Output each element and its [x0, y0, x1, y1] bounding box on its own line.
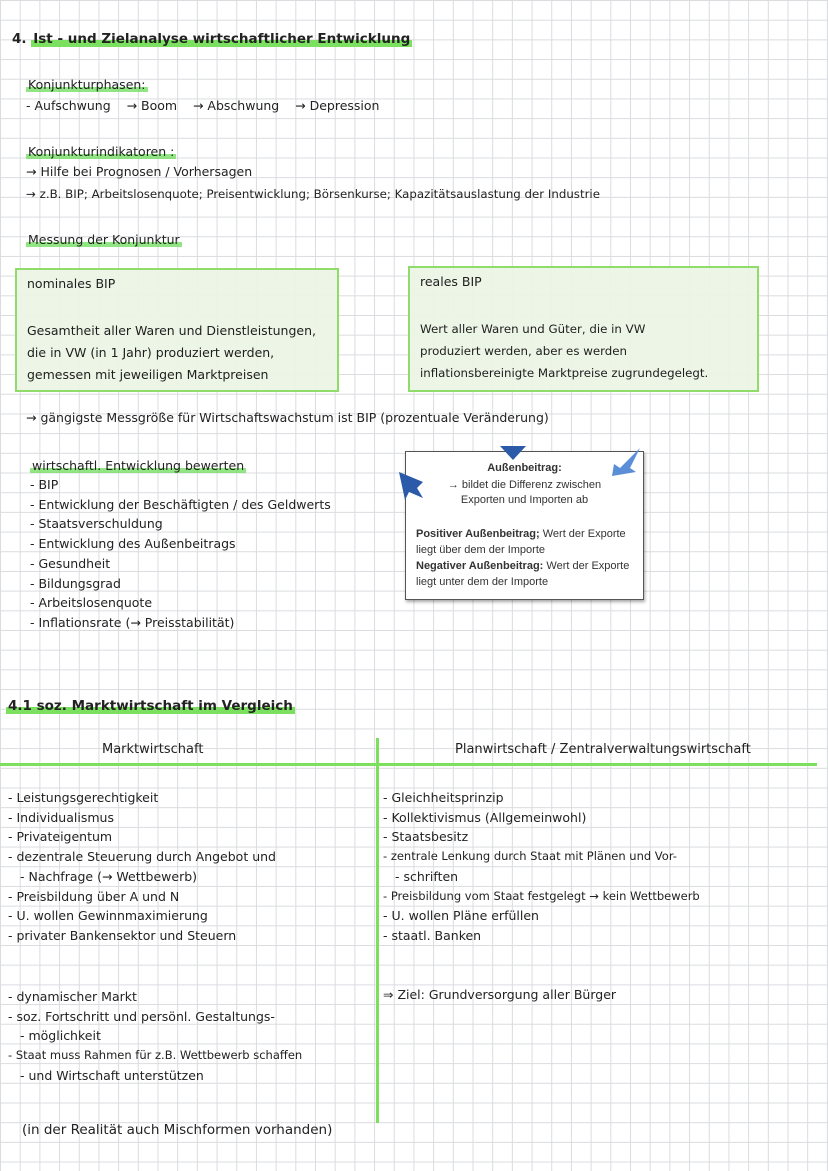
- list-item: - soz. Fortschritt und persönl. Gestaltungs-: [8, 1007, 302, 1027]
- page-heading: [12, 30, 412, 48]
- list-item: - schriften: [383, 867, 700, 887]
- trade-balance-explanation: Positiver Außenbeitrag; Wert der Exporte liegt über dem der Importe Negativer Außenbeitrag: Wert der Exporte liegt unter dem der Importe: [416, 528, 630, 588]
- arrow-top-icon: [498, 444, 528, 462]
- nominal-gdp-definition: Gesamtheit aller Waren und Dienstleistungen, die in VW (in 1 Jahr) produziert werden, gemessen mit jeweiligen Marktpreisen: [27, 323, 316, 382]
- list-item: - Nachfrage (→ Wettbewerb): [8, 867, 276, 887]
- header-divider: [0, 763, 817, 766]
- list-item: - möglichkeit: [8, 1026, 302, 1046]
- list-item: - Staatsverschuldung: [30, 514, 331, 534]
- list-item: - Preisbildung vom Staat festgelegt → kein Wettbewerb: [383, 887, 700, 907]
- list-item: - dynamischer Markt: [8, 987, 302, 1007]
- list-item: - zentrale Lenkung durch Staat mit Plänen und Vor-: [383, 847, 700, 867]
- heading-number: 4.: [12, 31, 27, 47]
- development-list: [30, 475, 331, 633]
- measurement-title: Messung der Konjunktur: [28, 232, 180, 247]
- reality-note: (in der Realität auch Mischformen vorhanden): [22, 1122, 333, 1138]
- list-item: - privater Bankensektor und Steuern: [8, 926, 276, 946]
- development-title: wirtschaftl. Entwicklung bewerten: [32, 458, 245, 473]
- indicators-line-2: → z.B. BIP; Arbeitslosenquote; Preisentwicklung; Börsenkurse; Kapazitätsauslastung der Industrie: [26, 187, 600, 201]
- trade-balance-title: Außenbeitrag:: [487, 462, 562, 474]
- column-divider: [376, 738, 379, 1123]
- planned-economy-list: [383, 788, 700, 946]
- list-item: - Bildungsgrad: [30, 574, 331, 594]
- planned-economy-header: Planwirtschaft / Zentralverwaltungswirtschaft: [455, 742, 751, 757]
- trade-balance-definition: → bildet die Differenz zwischen Exporten und Importen ab: [447, 479, 602, 506]
- real-gdp-box: [408, 266, 759, 392]
- list-item: - Privateigentum: [8, 827, 276, 847]
- arrow-right-icon: [606, 446, 642, 478]
- list-item: - staatl. Banken: [383, 926, 700, 946]
- phases-title: Konjunkturphasen:: [28, 77, 146, 92]
- list-item: - U. wollen Pläne erfüllen: [383, 906, 700, 926]
- common-measure-note: → gängigste Messgröße für Wirtschaftswachstum ist BIP (prozentuale Veränderung): [26, 410, 549, 425]
- list-item: - Staatsbesitz: [383, 827, 700, 847]
- list-item: - Entwicklung der Beschäftigten / des Geldwerts: [30, 495, 331, 515]
- list-item: - Inflationsrate (→ Preisstabilität): [30, 613, 331, 633]
- nominal-gdp-title: nominales BIP: [27, 276, 116, 291]
- list-item: - U. wollen Gewinnmaximierung: [8, 906, 276, 926]
- list-item: - Preisbildung über A und N: [8, 887, 276, 907]
- list-item: - dezentrale Steuerung durch Angebot und: [8, 847, 276, 867]
- arrow-left-icon: [397, 470, 427, 500]
- list-item: - Gleichheitsprinzip: [383, 788, 700, 808]
- list-item: - Arbeitslosenquote: [30, 593, 331, 613]
- indicators-title: Konjunkturindikatoren :: [28, 144, 175, 159]
- market-economy-header: Marktwirtschaft: [102, 742, 204, 757]
- market-economy-list-2: [8, 987, 302, 1086]
- nominal-gdp-box: [15, 268, 339, 392]
- list-item: - Entwicklung des Außenbeitrags: [30, 534, 331, 554]
- real-gdp-title: reales BIP: [420, 274, 482, 289]
- market-economy-list: [8, 788, 276, 946]
- heading-title: Ist - und Zielanalyse wirtschaftlicher Entwicklung: [33, 31, 411, 47]
- list-item: - Kollektivismus (Allgemeinwohl): [383, 808, 700, 828]
- phases-sequence: - Aufschwung → Boom → Abschwung → Depression: [26, 98, 380, 113]
- list-item: - Leistungsgerechtigkeit: [8, 788, 276, 808]
- list-item: - Staat muss Rahmen für z.B. Wettbewerb schaffen: [8, 1046, 302, 1066]
- list-item: - Gesundheit: [30, 554, 331, 574]
- comparison-title: 4.1 soz. Marktwirtschaft im Vergleich: [8, 698, 293, 714]
- real-gdp-definition: Wert aller Waren und Güter, die in VW produziert werden, aber es werden inflationsbereinigte Marktpreise zugrundegelegt.: [420, 322, 709, 380]
- list-item: - Individualismus: [8, 808, 276, 828]
- planned-economy-goal: ⇒ Ziel: Grundversorgung aller Bürger: [383, 987, 617, 1002]
- list-item: - und Wirtschaft unterstützen: [8, 1066, 302, 1086]
- list-item: - BIP: [30, 475, 331, 495]
- indicators-line-1: → Hilfe bei Prognosen / Vorhersagen: [26, 164, 253, 179]
